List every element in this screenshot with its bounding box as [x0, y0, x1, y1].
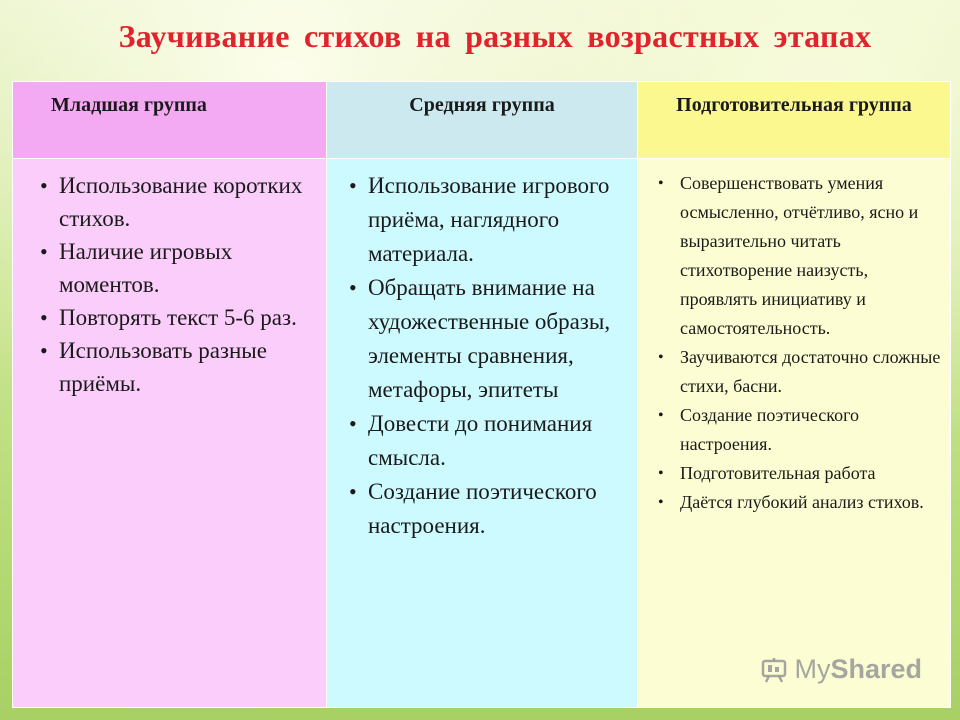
list-item: • Наличие игровых моментов. — [59, 235, 312, 301]
slide-title: Заучивание стихов на разных возрастных этапах — [118, 18, 872, 54]
list-item: • Повторять текст 5-6 раз. — [59, 301, 312, 334]
age-groups-table — [12, 81, 951, 708]
list-item: • Подготовительная работа — [680, 459, 942, 488]
myshared-watermark — [760, 654, 922, 685]
watermark-shared: Shared — [830, 654, 922, 684]
list-item: • Даётся глубокий анализ стихов. — [680, 488, 942, 517]
preparatory-group-cell — [638, 159, 951, 708]
presentation-board-icon — [760, 656, 788, 684]
header-middle-group: Средняя группа — [327, 82, 638, 159]
middle-group-list — [327, 159, 637, 543]
body-row — [13, 159, 951, 708]
list-item: • Использовать разные приёмы. — [59, 334, 312, 400]
header-row — [13, 82, 951, 159]
list-item: • Совершенствовать умения осмысленно, отчётливо, ясно и выразительно читать стихотворение наизусть, проявлять инициативу и самостоятельность. — [680, 169, 942, 343]
header-junior-group: Младшая группа — [13, 82, 327, 159]
list-item: • Использование игрового приёма, наглядного материала. — [368, 169, 627, 271]
junior-group-cell — [13, 159, 327, 708]
list-item: • Использование коротких стихов. — [59, 169, 312, 235]
preparatory-group-list — [638, 159, 950, 517]
list-item: • Довести до понимания смысла. — [368, 407, 627, 475]
watermark-my: My — [794, 654, 831, 684]
middle-group-cell — [327, 159, 638, 708]
list-item: • Создание поэтического настроения. — [368, 475, 627, 543]
header-preparatory-group: Подготовительная группа — [638, 82, 951, 159]
list-item: • Заучиваются достаточно сложные стихи, басни. — [680, 343, 942, 401]
junior-group-list — [13, 159, 326, 400]
list-item: • Создание поэтического настроения. — [680, 401, 942, 459]
list-item: • Обращать внимание на художественные образы, элементы сравнения, метафоры, эпитеты — [368, 271, 627, 407]
